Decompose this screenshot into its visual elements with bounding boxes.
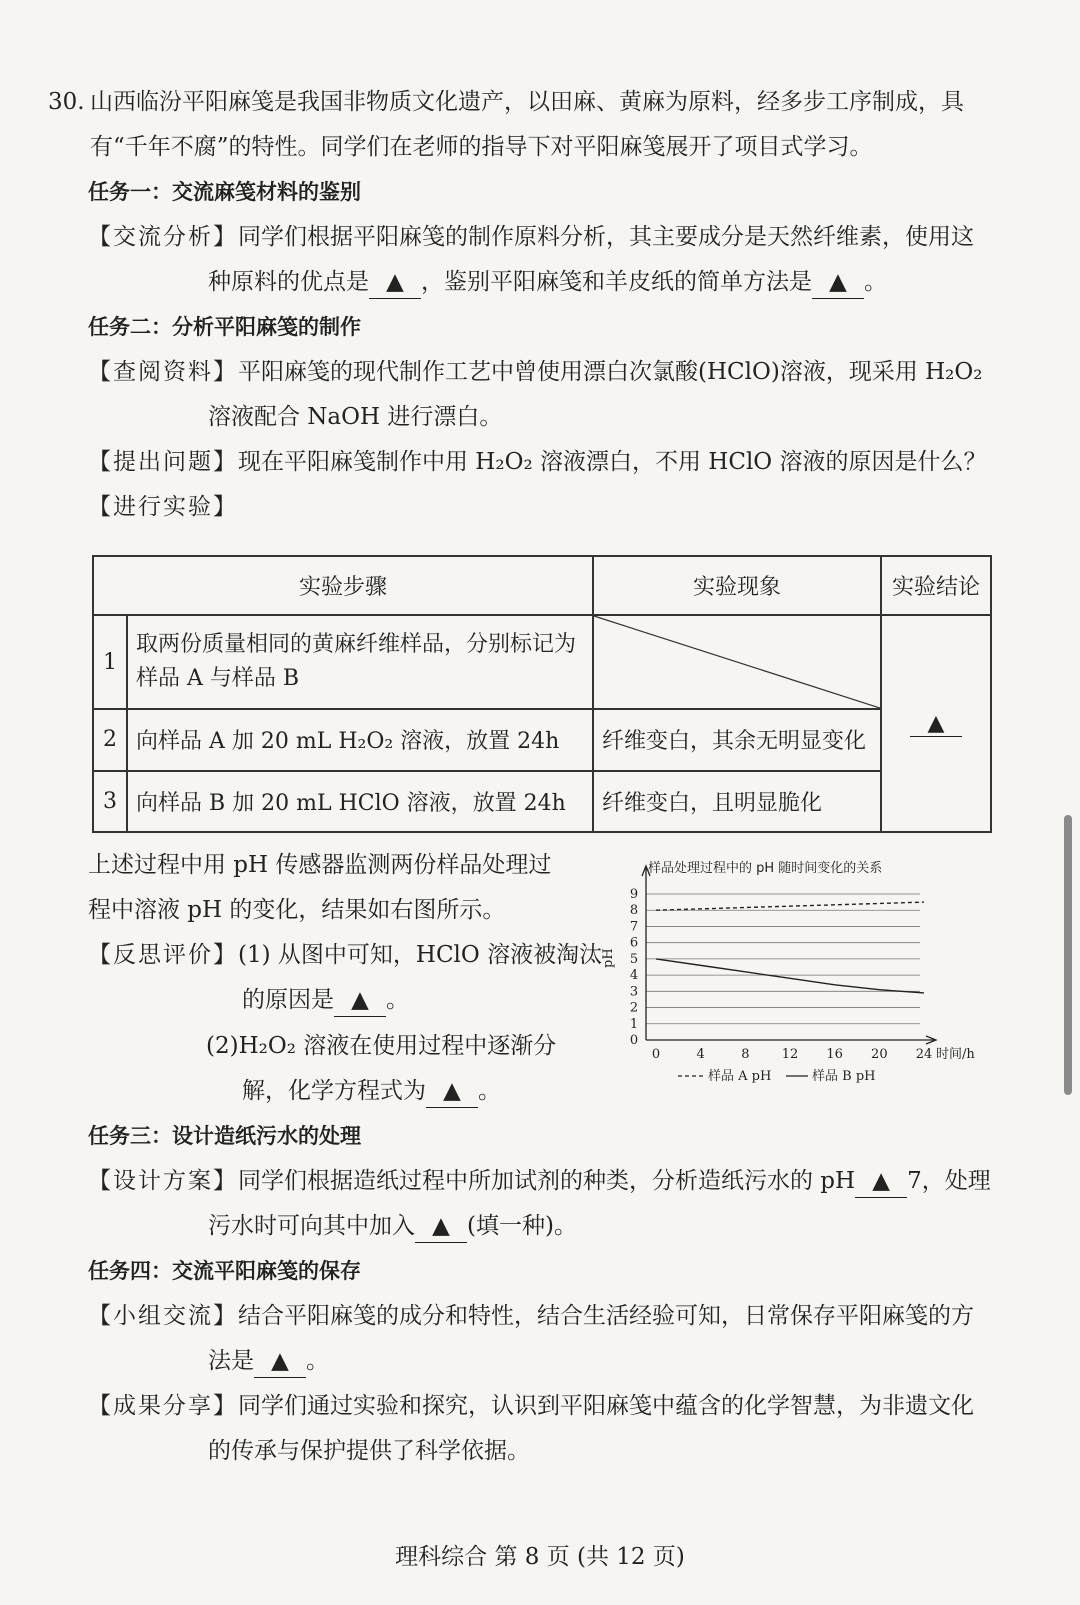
y-tick-label: 6 (629, 935, 639, 951)
y-tick-label: 8 (629, 903, 639, 919)
legend-label-a: 样品 A pH (708, 1069, 772, 1084)
task3-line1 (88, 1165, 991, 1198)
x-tick-label: 12 (781, 1047, 799, 1062)
task1-line2-b: ，鉴别平阳麻笺和羊皮纸的简单方法是 (421, 269, 812, 295)
y-tick-label: 4 (629, 968, 639, 984)
row-step: 取两份质量相同的黄麻纤维样品，分别标记为样品 A 与样品 B (127, 615, 593, 709)
task4-line1-text: 结合平阳麻笺的成分和特性，结合生活经验可知，日常保存平阳麻笺的方 (238, 1303, 974, 1329)
share-line1 (88, 1390, 974, 1422)
task4-line2 (208, 1345, 329, 1378)
row-step: 向样品 B 加 20 mL HClO 溶液，放置 24h (127, 771, 593, 832)
row-phenomenon: 纤维变白，且明显脆化 (593, 771, 881, 832)
row-phenomenon: 纤维变白，其余无明显变化 (593, 709, 881, 770)
x-tick-label: 8 (741, 1047, 750, 1062)
intro-line-2: 有“千年不腐”的特性。同学们在老师的指导下对平阳麻笺展开了项目式学习。 (90, 134, 873, 160)
tag-group: 【小组交流】 (88, 1303, 238, 1329)
task4-line2-a: 法是 (208, 1348, 254, 1374)
tag-design: 【设计方案】 (88, 1168, 238, 1194)
header-phenomenon: 实验现象 (593, 556, 881, 615)
row-number: 1 (93, 615, 127, 709)
task2-info (88, 356, 982, 388)
answer-blank-storage[interactable]: ▲ (254, 1345, 306, 1378)
ph-chart (601, 858, 996, 1108)
tag-reflection: 【反思评价】 (88, 942, 238, 968)
x-tick-label: 0 (651, 1047, 661, 1062)
monitor-line-2: 程中溶液 pH 的变化，结果如右图所示。 (88, 897, 506, 923)
scrollbar[interactable] (1064, 815, 1072, 1095)
question-number: 30. (48, 89, 85, 115)
row-number: 2 (93, 709, 127, 770)
chart-ylabel: pH (601, 948, 616, 968)
reflection-q1-a: (1) 从图中可知，HClO 溶液被淘汰 (238, 942, 603, 968)
task1-line2-c: 。 (864, 269, 887, 295)
table-row (93, 615, 991, 709)
task3-line1-b: 7，处理 (907, 1168, 991, 1194)
task1-line1: 同学们根据平阳麻笺的制作原料分析，其主要成分是天然纤维素，使用这 (238, 224, 974, 250)
answer-blank-conclusion[interactable]: ▲ (910, 711, 962, 737)
x-tick-label: 20 (871, 1047, 888, 1062)
page-footer: 理科综合 第 8 页 (共 12 页) (395, 1544, 685, 1570)
chart-legend (678, 1068, 875, 1084)
task2-question-text: 现在平阳麻笺制作中用 H₂O₂ 溶液漂白，不用 HClO 溶液的原因是什么？ (238, 449, 987, 475)
header-steps: 实验步骤 (93, 556, 593, 615)
series-line-a (656, 902, 924, 910)
tag-question: 【提出问题】 (88, 449, 238, 475)
task3-line2-b: (填一种)。 (467, 1213, 577, 1239)
answer-blank-equation[interactable]: ▲ (426, 1075, 478, 1108)
diagonal-empty-cell (593, 615, 881, 709)
reflection-q1-line2 (242, 984, 409, 1017)
reflection-q2-b: 解，化学方程式为 (242, 1078, 426, 1104)
monitor-line-1: 上述过程中用 pH 传感器监测两份样品处理过 (88, 852, 552, 878)
y-tick-label: 1 (629, 1016, 639, 1032)
table-row (93, 771, 991, 832)
answer-blank-ph[interactable]: ▲ (855, 1165, 907, 1198)
answer-blank-identify[interactable]: ▲ (812, 266, 864, 299)
task4-line1 (88, 1300, 974, 1332)
task2-question (88, 446, 986, 478)
x-tick-label: 4 (696, 1047, 705, 1062)
chart-xlabel: 时间/h (936, 1047, 975, 1062)
task4-title: 任务四：交流平阳麻笺的保存 (88, 1259, 361, 1283)
x-tick-label: 24 (915, 1047, 933, 1062)
tag-analysis: 【交流分析】 (88, 224, 238, 250)
task4-line2-b: 。 (306, 1348, 329, 1374)
reflection-q2-c: 。 (478, 1078, 501, 1104)
task2-info2: 溶液配合 NaOH 进行漂白。 (208, 404, 503, 430)
task3-line2-a: 污水时可向其中加入 (208, 1213, 415, 1239)
y-tick-label: 0 (629, 1033, 639, 1048)
answer-blank-reagent[interactable]: ▲ (415, 1210, 467, 1243)
task1-title: 任务一：交流麻笺材料的鉴别 (88, 180, 361, 204)
share-text-1: 同学们通过实验和探究，认识到平阳麻笺中蕴含的化学智慧，为非遗文化 (238, 1393, 974, 1419)
tag-experiment: 【进行实验】 (88, 494, 238, 520)
experiment-table (92, 555, 992, 833)
reflection-q1-c: 。 (386, 987, 409, 1013)
answer-blank-reason[interactable]: ▲ (334, 984, 386, 1017)
task1-analysis (88, 221, 974, 253)
y-tick-label: 9 (629, 887, 639, 902)
row-step: 向样品 A 加 20 mL H₂O₂ 溶液，放置 24h (127, 709, 593, 770)
row-number: 3 (93, 771, 127, 832)
task2-title: 任务二：分析平阳麻笺的制作 (88, 315, 361, 339)
conclusion-cell (881, 615, 991, 832)
reflection-q1-b: 的原因是 (242, 987, 334, 1013)
header-conclusion: 实验结论 (881, 556, 991, 615)
series-line-b (656, 959, 924, 993)
share-line2: 的传承与保护提供了科学依据。 (208, 1438, 530, 1464)
task2-info1: 平阳麻笺的现代制作工艺中曾使用漂白次氯酸(HClO)溶液，现采用 H₂O₂ (238, 359, 983, 385)
tag-share: 【成果分享】 (88, 1393, 238, 1419)
y-tick-label: 3 (629, 984, 639, 1000)
table-row (93, 709, 991, 770)
task3-line1-a: 同学们根据造纸过程中所加试剂的种类，分析造纸污水的 pH (238, 1168, 856, 1194)
x-tick-label: 16 (826, 1047, 843, 1062)
intro-line-1: 山西临汾平阳麻笺是我国非物质文化遗产，以田麻、黄麻为原料，经多步工序制成，具 (90, 89, 964, 115)
reflection-q2-line2 (242, 1075, 501, 1108)
chart-title: 样品处理过程中的 pH 随时间变化的关系 (648, 861, 883, 876)
task1-line2-a: 种原料的优点是 (208, 269, 369, 295)
reflection-q1 (88, 939, 602, 971)
task1-line2 (208, 266, 887, 299)
y-tick-label: 7 (629, 919, 639, 935)
y-tick-label: 2 (629, 1000, 639, 1016)
tag-info: 【查阅资料】 (88, 359, 238, 385)
reflection-q2: (2)H₂O₂ 溶液在使用过程中逐渐分 (206, 1033, 557, 1059)
task3-line2 (208, 1210, 577, 1243)
answer-blank-advantage[interactable]: ▲ (369, 266, 421, 299)
task3-title: 任务三：设计造纸污水的处理 (88, 1124, 361, 1148)
y-tick-label: 5 (629, 951, 639, 967)
legend-label-b: 样品 B pH (812, 1069, 876, 1084)
